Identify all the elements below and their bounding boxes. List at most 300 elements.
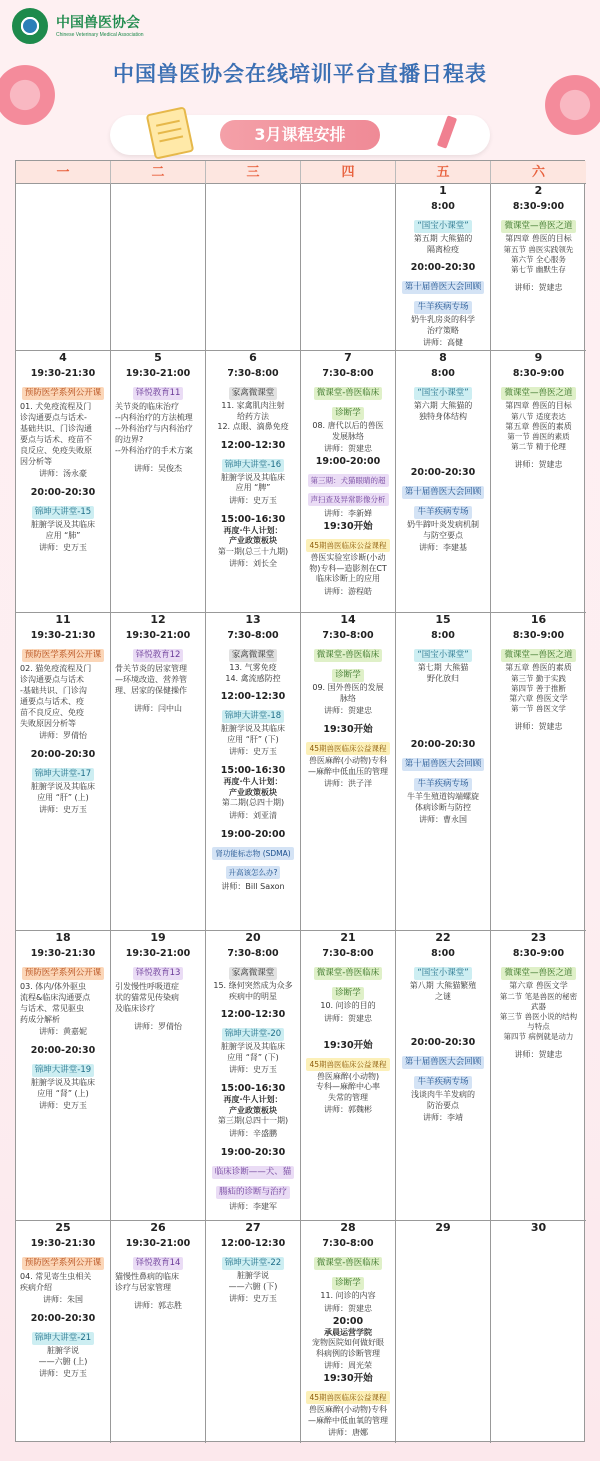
course-tag: 牛羊疾病专场: [414, 1076, 471, 1089]
course-tag: 微课堂-兽医临床: [314, 967, 383, 980]
lecturer: 讲师：闫中山: [134, 704, 182, 713]
session-time: 19:00-20:30: [220, 1146, 286, 1158]
lecturer: 讲师：罗倩怡: [39, 731, 87, 740]
course-desc: 良反应、免疫失败原: [20, 446, 92, 455]
day-cell-11: [16, 613, 111, 931]
course-desc: --内科治疗的方法梳理: [115, 413, 193, 422]
section: 第五节 兽医实践领先: [503, 244, 574, 254]
lecturer: 讲师：Bill Saxon: [221, 881, 285, 891]
chapter: 第四章 兽医的目标: [505, 234, 572, 243]
date-number: 29: [435, 1221, 451, 1234]
day-cell-7: [301, 351, 396, 613]
course-desc: 兽医麻醉(小动物): [316, 1071, 380, 1081]
section: 第八节 适度表达: [511, 411, 566, 421]
session-time: 8:00: [431, 948, 455, 959]
lecturer: 讲师：李新婵: [324, 509, 372, 518]
course-tag: 铎悦教育13: [133, 967, 184, 980]
course-tag: 家禽微课堂: [229, 649, 278, 662]
lecturer: 讲师：史万玉: [229, 747, 277, 756]
course-desc: 奶牛乳房炎的科学: [411, 315, 475, 324]
session-time: 19:30开始: [323, 1373, 373, 1384]
date-number: 7: [344, 351, 352, 364]
course-desc: 脏腑学说及其临床: [221, 724, 285, 733]
session-time: 20:00-20:30: [410, 739, 476, 750]
session-time: 20:00-20:30: [410, 467, 476, 478]
course-desc: 关节炎的临床治疗: [115, 402, 179, 411]
date-number: 14: [340, 613, 356, 626]
schedule-calendar: [15, 160, 585, 1442]
lecturer: 讲师：郭志胜: [134, 1301, 182, 1310]
chapter: 第六章 兽医文学: [509, 981, 568, 990]
section: 第一节 兽医的素质: [507, 432, 570, 441]
lecturer: 讲师：李建基: [419, 543, 467, 552]
session-time: 12:00-12:30: [220, 439, 286, 451]
course-desc: 脏腑学说及其临床: [31, 520, 95, 529]
course-desc: 奶牛蹄叶炎发病机制: [407, 520, 479, 529]
session-time: 12:00-12:30: [220, 691, 286, 702]
course-desc: 10. 问诊的目的: [320, 1001, 376, 1010]
course-desc: 08. 唐代以后的兽医: [312, 421, 384, 430]
date-number: 9: [534, 351, 543, 364]
course-tag: 微课堂—兽医之道: [501, 387, 575, 400]
course-tag: 微课堂-兽医临床: [314, 387, 383, 400]
section: 第二节 笔是兽医的秘密: [499, 991, 578, 1001]
date-number: 23: [530, 931, 547, 944]
course-tag: 微课堂—兽医之道: [501, 649, 575, 662]
session-time: 19:30开始: [323, 1039, 373, 1051]
session-time: 20:00-20:30: [30, 1045, 96, 1056]
course-desc: —麻醉中低血氧的管理: [308, 1415, 388, 1425]
course-desc: 产业政策板块: [229, 1105, 277, 1115]
day-cell-9: [491, 351, 586, 613]
course-tag: 第十届兽医大会回顾: [402, 1056, 485, 1069]
course-desc: 浅谈肉牛羊发病的: [411, 1090, 475, 1099]
weekday-fri: 五: [396, 161, 491, 184]
weekday-mon: 一: [16, 161, 111, 184]
lecturer: 讲师：曹永国: [419, 815, 467, 824]
course-tag: 诊断学: [332, 1277, 364, 1290]
lecturer: 讲师：贺建忠: [514, 282, 563, 292]
course-desc: 04. 常见寄生虫相关: [20, 1272, 92, 1281]
lecturer: 讲师：刘长全: [229, 559, 277, 568]
course-desc: 之谜: [435, 991, 451, 1001]
session-time: 7:30-8:00: [322, 630, 374, 641]
session-time: 19:30开始: [323, 521, 373, 532]
section: 武器: [531, 1001, 546, 1011]
date-number: 8: [439, 351, 447, 364]
session-time: 12:00-12:30: [220, 1009, 286, 1020]
course-tag: 第十届兽医大会回顾: [402, 281, 485, 294]
date-number: 28: [340, 1221, 356, 1234]
lecturer: 讲师：贺建忠: [514, 1049, 563, 1059]
course-tag: 第三期：犬猫眼睛的超: [308, 474, 389, 487]
day-cell-27: [206, 1221, 301, 1443]
lecturer: 讲师：史万玉: [39, 805, 87, 814]
date-number: 21: [340, 931, 356, 944]
session-time: 8:00: [431, 630, 455, 641]
course-desc: --外科治疗的手术方案: [115, 446, 193, 455]
date-number: 16: [530, 613, 547, 626]
course-tag: 家禽微课堂: [229, 967, 278, 980]
course-desc: 再度·牛人计划：: [223, 525, 283, 535]
course-tag: 锦坤大讲堂-18: [222, 710, 284, 723]
course-desc: 要点与话术、疫苗不: [20, 435, 92, 444]
course-desc: 与防空要点: [423, 530, 463, 540]
date-number: 4: [59, 351, 67, 364]
course-desc: 脏腑学说: [47, 1346, 79, 1355]
course-desc: 产业政策板块: [229, 536, 277, 545]
course-desc: 应用 “肝” (下): [227, 734, 279, 744]
lecturer: 讲师：郭魏彬: [324, 1105, 372, 1114]
course-tag: 锦坤大讲堂-16: [222, 459, 284, 472]
section: 第三节 兽医小说的结构: [499, 1011, 578, 1021]
lecturer: 讲师：李靖: [423, 1113, 463, 1122]
course-desc: 再度·牛人计划：: [223, 777, 283, 786]
date-number: 15: [435, 613, 451, 626]
course-desc: 14. 禽流感防控: [225, 673, 281, 683]
course-tag: 45期兽医临床公益课程: [306, 1391, 389, 1404]
lecturer: 讲师：史万玉: [229, 495, 277, 505]
course-desc: 第二期(总四十期): [221, 798, 285, 807]
day-cell-21: [301, 931, 396, 1221]
session-time: 19:30-21:30: [30, 1238, 96, 1249]
day-cell-23: [491, 931, 586, 1221]
lecturer: 讲师：吴俊杰: [134, 464, 182, 473]
course-tag: “国宝小课堂”: [414, 649, 471, 662]
course-tag: 牛羊疾病专场: [414, 301, 471, 314]
course-desc: 野化放归: [427, 673, 459, 683]
course-tag: “国宝小课堂”: [414, 220, 471, 233]
course-desc: 骨关节炎的居家管理: [115, 664, 187, 673]
course-desc: 的边界?: [115, 435, 144, 444]
day-cell-empty: [16, 184, 111, 351]
lecturer: 讲师：周光荣: [324, 1361, 372, 1370]
chapter: 第五章 兽医的素质: [505, 421, 572, 431]
day-cell-1: [396, 184, 491, 351]
course-desc: -基础共识、门诊沟: [20, 686, 87, 695]
course-tag: 声扫查及异常影像分析: [308, 493, 389, 506]
course-desc: 状的猫常见传染病: [115, 993, 179, 1002]
date-number: 1: [439, 184, 447, 197]
session-time: 7:30-8:00: [322, 368, 374, 379]
course-desc: 兽医麻醉(小动物)专科: [308, 756, 388, 765]
chapter: 第六章 兽医文学: [509, 693, 568, 703]
session-time: 20:00-20:30: [30, 1313, 96, 1324]
course-tag: 锦坤大讲堂-20: [222, 1028, 284, 1041]
section: 第七节 幽默生存: [511, 264, 566, 274]
course-tag: 微课堂-兽医临床: [314, 649, 383, 662]
day-cell-26: [111, 1221, 206, 1443]
lecturer: 讲师：朱国: [43, 1295, 83, 1304]
course-desc: 体病诊断与防控: [415, 802, 471, 812]
day-cell-16: [491, 613, 586, 931]
course-desc: 科病例的诊断管理: [316, 1348, 380, 1358]
course-tag: 诊断学: [332, 407, 364, 420]
session-time: 8:00: [431, 201, 455, 212]
day-cell-empty: [111, 184, 206, 351]
brand-name-en: Chinese Veterinary Medical Association: [56, 32, 144, 38]
course-tag: 铎悦教育12: [133, 649, 184, 662]
course-tag: 升高该怎么办?: [226, 866, 281, 879]
course-desc: 再度·牛人计划：: [223, 1095, 283, 1104]
day-cell-25: [16, 1221, 111, 1443]
course-desc: —麻醉中低血压的管理: [308, 766, 388, 776]
session-time: 15:00-16:30: [220, 765, 286, 776]
date-number: 5: [154, 351, 162, 364]
day-cell-15: [396, 613, 491, 931]
course-desc: 应用 “肾” (上): [37, 1088, 89, 1098]
course-desc: 猫慢性鼻病的临床: [115, 1272, 179, 1281]
section: 第一节 兽医文学: [511, 704, 566, 713]
session-time: 19:30-21:00: [125, 630, 191, 641]
day-cell-6: [206, 351, 301, 613]
course-desc: 01. 犬免疫流程及门: [20, 402, 92, 411]
day-cell-18: [16, 931, 111, 1221]
session-time: 19:00-20:00: [315, 456, 381, 467]
course-tag: 肾功能标志物 (SDMA): [212, 847, 293, 860]
lecturer: 讲师：史万玉: [229, 1294, 277, 1303]
course-desc: 第三期(总四十一期): [217, 1116, 289, 1125]
lecturer: 讲师：洪子洋: [324, 779, 372, 788]
course-desc: 给药方法: [237, 411, 269, 421]
lecturer: 讲师：刘亚清: [229, 810, 277, 820]
lecturer: 讲师：贺建忠: [324, 1303, 372, 1313]
course-desc: 隔离检疫: [427, 244, 459, 254]
course-desc: 引发慢性呼吸道症: [115, 982, 179, 991]
day-cell-19: [111, 931, 206, 1221]
course-desc: —环境改造、营养管: [115, 675, 187, 684]
session-time: 15:00-16:30: [220, 513, 286, 525]
session-time: 7:30-8:00: [322, 948, 374, 959]
weekday-thu: 四: [301, 161, 396, 184]
course-desc: 脏腑学说及其临床: [31, 1078, 95, 1087]
course-desc: 宠物医院如何做好眼: [312, 1338, 384, 1347]
course-desc: 脏腑学说: [237, 1271, 269, 1280]
course-tag: 牛羊疾病专场: [414, 778, 471, 791]
course-desc: 与话术、常见驱虫: [20, 1004, 84, 1013]
day-cell-empty: [206, 184, 301, 351]
day-cell-12: [111, 613, 206, 931]
course-desc: 诊疗与居家管理: [115, 1283, 171, 1292]
course-desc: 发展脉络: [332, 431, 364, 441]
course-desc: 脉络: [340, 693, 356, 703]
course-desc: 独特身体结构: [419, 411, 467, 421]
session-time: 8:30-9:00: [512, 368, 565, 379]
course-desc: 兽医实验室诊断(小动: [310, 553, 386, 562]
course-desc: 药成分解析: [20, 1015, 60, 1024]
lecturer: 讲师：史万玉: [39, 1369, 87, 1378]
chapter: 第四章 兽医的目标: [505, 401, 572, 410]
session-time: 19:30-21:30: [30, 368, 96, 379]
course-desc: 防治要点: [427, 1100, 459, 1110]
lecturer: 讲师：黄嘉妮: [39, 1027, 87, 1036]
date-number: 25: [55, 1221, 71, 1234]
course-tag: 预防医学系列公开课: [22, 967, 105, 980]
course-tag: 锦坤大讲堂-22: [222, 1257, 284, 1270]
course-desc: 脏腑学说及其临床: [221, 472, 285, 482]
session-time: 20:00-20:30: [30, 487, 96, 498]
course-desc: 脏腑学说及其临床: [221, 1042, 285, 1051]
course-desc: 03. 体内/体外驱虫: [20, 982, 86, 991]
course-tag: 铎悦教育14: [133, 1257, 184, 1270]
course-tag: 锦坤大讲堂-15: [32, 506, 94, 519]
course-desc: 应用 “肾” (下): [227, 1052, 279, 1062]
course-desc: 苗不良反应、免疫: [20, 708, 84, 717]
course-desc: 流程&临床沟通要点: [20, 993, 91, 1002]
weekday-tue: 二: [111, 161, 206, 184]
course-desc: --外科治疗与内科治疗: [115, 424, 193, 433]
section: 第四节 病例就是动力: [503, 1031, 574, 1041]
lecturer: 讲师：贺建忠: [324, 1013, 372, 1023]
date-number: 27: [245, 1221, 261, 1234]
lecturer: 讲师：李建军: [229, 1201, 277, 1211]
course-tag: 45期兽医临床公益课程: [306, 1058, 389, 1071]
course-tag: 锦坤大讲堂-19: [32, 1064, 94, 1077]
day-cell-28: [301, 1221, 396, 1443]
lecturer: 讲师：贺建忠: [324, 444, 372, 453]
session-time: 7:30-8:00: [227, 948, 279, 959]
month-badge: 3月课程安排: [220, 120, 380, 150]
course-desc: 基础共识、门诊沟通: [20, 424, 92, 433]
course-desc: 疾病介绍: [20, 1283, 52, 1292]
course-tag: 锦坤大讲堂-21: [32, 1332, 94, 1345]
course-tag: 诊断学: [332, 987, 364, 1000]
course-desc: 兽医麻醉(小动物)专科: [308, 1405, 388, 1414]
date-number: 20: [245, 931, 261, 944]
date-number: 22: [435, 931, 451, 944]
course-tag: 铎悦教育11: [133, 387, 184, 400]
course-desc: 产业政策板块: [229, 787, 277, 797]
course-tag: 锦坤大讲堂-17: [32, 768, 94, 781]
course-tag: 微课堂—兽医之道: [501, 967, 575, 980]
weekday-wed: 三: [206, 161, 301, 184]
lecturer: 讲师：史万玉: [39, 543, 87, 552]
course-desc: 脏腑学说及其临床: [31, 782, 95, 791]
date-number: 11: [55, 613, 71, 626]
page-title: 中国兽医协会在线培训平台直播日程表: [113, 62, 487, 86]
course-desc: 15. 绦何突然成为众多: [213, 981, 293, 990]
lecturer: 讲师：汤永豪: [39, 469, 87, 478]
course-desc: 12. 点眼、滴鼻免疫: [217, 422, 289, 431]
day-cell-2: [491, 184, 586, 351]
session-time: 8:30-9:00: [512, 630, 565, 641]
course-desc: 11. 家禽肌肉注射: [221, 401, 285, 410]
course-desc: 专科—麻醉中心率: [316, 1082, 380, 1091]
date-number: 19: [150, 931, 166, 944]
course-tag: 家禽微课堂: [229, 387, 278, 400]
course-tag: 微课堂—兽医之道: [501, 220, 575, 233]
course-desc: 第八期 大熊猫繁殖: [409, 981, 477, 990]
course-desc: 通要点与话术、疫: [20, 697, 84, 706]
course-desc: 因分析等: [20, 457, 52, 466]
course-tag: 诊断学: [332, 669, 364, 682]
course-desc: 应用 “脾”: [235, 483, 271, 492]
date-number: 6: [249, 351, 257, 364]
session-time: 19:30-21:00: [125, 368, 191, 379]
section: 第四节 善于推断: [511, 683, 566, 693]
weekday-sat: 六: [491, 161, 586, 184]
day-cell-5: [111, 351, 206, 613]
day-cell-empty: [301, 184, 396, 351]
course-desc: ——六腑 (上): [38, 1356, 88, 1366]
course-desc: 09. 国外兽医的发展: [312, 683, 384, 692]
course-desc: 应用 “肺”: [45, 530, 81, 540]
course-tag: 预防医学系列公开课: [22, 1257, 105, 1270]
course-desc: 13. 气雾免疫: [229, 663, 277, 672]
course-tag: 预防医学系列公开课: [22, 649, 105, 662]
section: 第三节 勤于实践: [511, 673, 566, 683]
session-time: 8:00: [431, 368, 455, 379]
brand-name: 中国兽医协会: [56, 15, 140, 31]
lecturer: 讲师：罗倩怡: [134, 1022, 182, 1031]
section: 第二节 精于伦理: [511, 442, 566, 451]
lecturer: 讲师：游程皓: [324, 586, 372, 596]
session-time: 19:30-21:00: [125, 1238, 191, 1249]
day-cell-14: [301, 613, 396, 931]
course-desc: 应用 “肝” (上): [37, 792, 89, 802]
course-desc: 11. 问诊的内容: [320, 1291, 376, 1300]
lecturer: 讲师：高健: [423, 338, 463, 347]
session-time: 20:00-20:30: [410, 262, 476, 273]
lecturer: 讲师：唐娜: [328, 1428, 368, 1437]
course-desc: 第七期 大熊猫: [417, 663, 469, 672]
course-desc: 失败原因分析等: [20, 719, 76, 728]
day-cell-20: [206, 931, 301, 1221]
course-desc: 第五期 大熊猫的: [413, 234, 473, 243]
section: 与特点: [527, 1021, 550, 1031]
session-time: 8:30-9:00: [512, 948, 565, 959]
session-time: 20:00: [332, 1315, 364, 1327]
course-desc: 承晨运营学院: [324, 1327, 372, 1337]
course-desc: 第六期 大熊猫的: [413, 401, 473, 410]
day-cell-13: [206, 613, 301, 931]
course-desc: 物)专科—造影剂在CT: [309, 563, 387, 573]
session-time: 20:00-20:30: [30, 749, 96, 760]
course-tag: 微课堂-兽医临床: [314, 1257, 383, 1270]
course-tag: 临床诊断——犬、猫: [212, 1166, 295, 1179]
session-time: 7:30-8:00: [227, 630, 279, 641]
course-desc: 失常的管理: [328, 1092, 368, 1102]
session-time: 20:00-20:30: [410, 1037, 476, 1048]
lecturer: 讲师：贺建忠: [514, 460, 563, 469]
day-cell-22: [396, 931, 491, 1221]
course-tag: 45期兽医临床公益课程: [306, 539, 389, 552]
course-desc: 诊沟通要点与话术-: [20, 413, 87, 422]
lecturer: 讲师：辛盛鹏: [229, 1128, 277, 1138]
course-desc: 疾病中的明星: [229, 991, 277, 1001]
session-time: 7:30-8:00: [322, 1238, 374, 1249]
session-time: 7:30-8:00: [227, 368, 279, 379]
session-time: 19:30-21:30: [30, 630, 96, 641]
date-number: 18: [55, 931, 71, 944]
session-time: 12:00-12:30: [220, 1238, 286, 1249]
date-number: 12: [150, 613, 166, 626]
course-tag: 腸疝的诊断与治疗: [216, 1186, 290, 1199]
header: [0, 0, 600, 52]
course-desc: ——六腑 (下): [228, 1281, 278, 1291]
course-desc: 治疗策略: [427, 325, 459, 335]
day-cell-4: [16, 351, 111, 613]
date-number: 26: [150, 1221, 166, 1234]
course-desc: 第一期(总三十九期): [217, 546, 289, 556]
date-number: 13: [245, 613, 261, 626]
course-tag: 第十届兽医大会回顾: [402, 758, 485, 771]
association-logo: [12, 8, 48, 44]
day-cell-8: [396, 351, 491, 613]
lecturer: 讲师：史万玉: [39, 1101, 87, 1110]
section: 第六节 全心服务: [511, 254, 566, 264]
course-tag: 第十届兽医大会回顾: [402, 486, 485, 499]
